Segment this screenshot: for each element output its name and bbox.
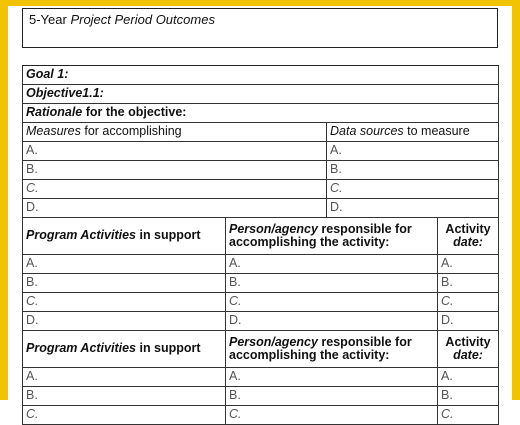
activity-date-cell[interactable]: B. [438,274,499,293]
program-activity-cell[interactable]: C. [23,293,226,312]
person-agency-italic: Person/agency [229,334,318,349]
activity-row [23,255,499,274]
activity-date-cell[interactable]: A. [438,255,499,274]
activity-date-cell[interactable]: A. [438,368,499,387]
data-sources-label-italic: Data sources [330,124,404,139]
objective-row [23,85,499,104]
activity-date-line2: date: [453,235,483,249]
program-activities-rest: in support [136,228,201,243]
program-activities-italic: Program Activities [26,341,136,356]
measures-row [23,161,499,180]
data-source-cell[interactable]: D. [327,199,499,218]
program-activities-header [23,331,226,368]
person-agency-line2: accomplishing the activity: [229,235,390,249]
activity-date-line1: Activity [445,334,491,349]
measure-cell[interactable]: C. [23,180,327,199]
activity-row [23,274,499,293]
person-agency-rest: responsible for [317,221,412,236]
person-agency-rest: responsible for [317,334,412,349]
person-agency-cell[interactable]: A. [226,255,438,274]
objective-label: Objective1.1: [26,86,104,101]
person-agency-cell[interactable]: A. [226,368,438,387]
header-prefix: 5-Year [29,12,71,27]
activity-row [23,293,499,312]
person-agency-cell[interactable]: C. [226,406,438,425]
activity-date-header [438,218,499,255]
measure-cell[interactable]: D. [23,199,327,218]
measures-label-italic: Measures [26,124,81,139]
program-activities-header [23,218,226,255]
data-source-cell[interactable]: C. [327,180,499,199]
activity-date-line2: date: [453,348,483,362]
activity-date-cell[interactable]: B. [438,387,499,406]
activity-header-row [23,331,499,368]
data-sources-label-rest: to measure [403,124,470,139]
measures-header [23,123,327,142]
person-agency-cell[interactable]: B. [226,274,438,293]
data-source-cell[interactable]: A. [327,142,499,161]
program-activity-cell[interactable]: A. [23,255,226,274]
person-agency-cell[interactable]: D. [226,312,438,331]
person-agency-line2: accomplishing the activity: [229,348,390,362]
program-activities-rest: in support [136,341,201,356]
program-activity-cell[interactable]: B. [23,274,226,293]
measures-header-row [23,123,499,142]
program-activity-cell[interactable]: C. [23,406,226,425]
goal-label: Goal 1: [26,67,69,82]
goal-row [23,66,499,85]
activity-row [23,368,499,387]
measure-cell[interactable]: B. [23,161,327,180]
activity-date-cell[interactable]: C. [438,293,499,312]
activity-date-cell[interactable]: D. [438,312,499,331]
data-sources-header [327,123,499,142]
activity-header-row [23,218,499,255]
program-activity-cell[interactable]: B. [23,387,226,406]
person-agency-cell[interactable]: B. [226,387,438,406]
activity-date-line1: Activity [445,221,491,236]
rationale-label-rest: for the objective: [82,105,187,120]
measures-row [23,199,499,218]
program-activity-cell[interactable]: D. [23,312,226,331]
program-activity-cell[interactable]: A. [23,368,226,387]
person-agency-header [226,331,438,368]
measures-row [23,180,499,199]
activity-row [23,387,499,406]
activity-row [23,406,499,425]
activity-date-cell[interactable]: C. [438,406,499,425]
measures-row [23,142,499,161]
activity-date-header [438,331,499,368]
rationale-row [23,104,499,123]
header-title: Project Period Outcomes [70,12,215,27]
outcomes-header-box [22,8,498,48]
objective-field[interactable] [23,85,499,104]
program-activities-italic: Program Activities [26,228,136,243]
activity-row [23,312,499,331]
person-agency-cell[interactable]: C. [226,293,438,312]
person-agency-italic: Person/agency [229,221,318,236]
rationale-label-italic: Rationale [26,105,83,120]
measures-label-rest: for accomplishing [80,124,182,139]
rationale-field[interactable] [23,104,499,123]
goal-form-table [22,65,499,425]
goal-field[interactable] [23,66,499,85]
measure-cell[interactable]: A. [23,142,327,161]
data-source-cell[interactable]: B. [327,161,499,180]
person-agency-header [226,218,438,255]
